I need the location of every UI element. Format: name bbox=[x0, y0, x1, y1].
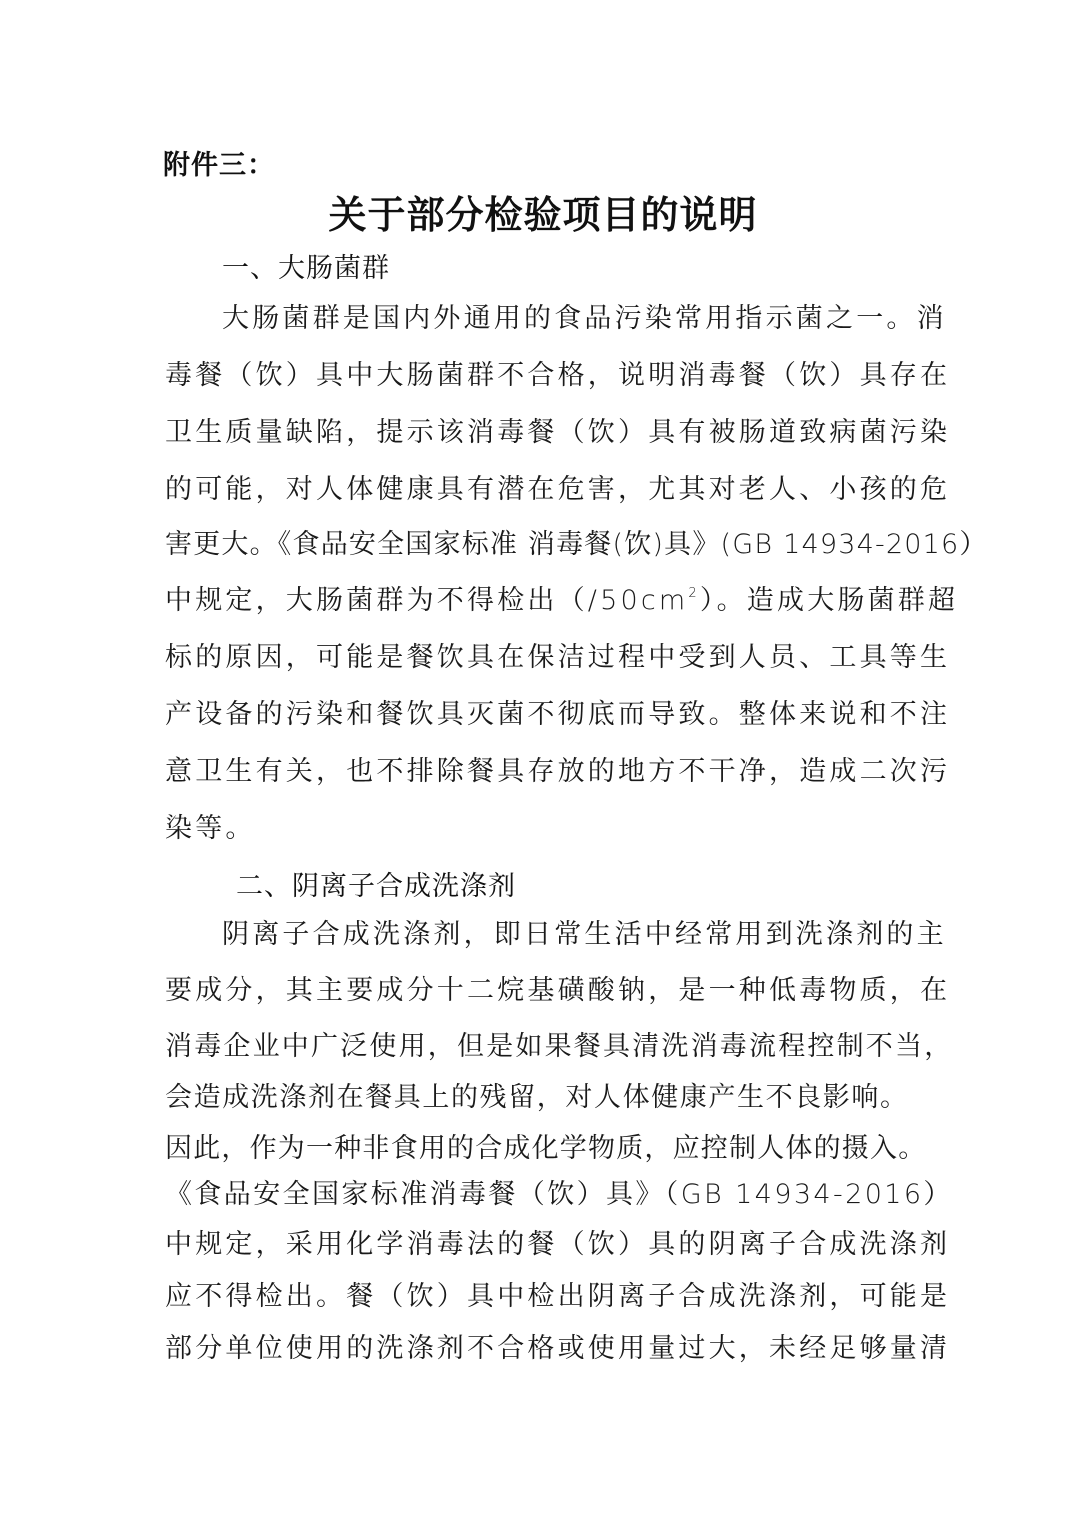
paragraph-line: 产设备的污染和餐饮具灭菌不彻底而导致。整体来说和不注 bbox=[165, 699, 951, 730]
paragraph-line: 标的原因，可能是餐饮具在保洁过程中受到人员、工具等生 bbox=[165, 642, 951, 673]
paragraph-line: 《食品安全国家标准消毒餐（饮）具》（GB 14934-2016） bbox=[165, 1179, 953, 1210]
paragraph-line: 毒餐（饮）具中大肠菌群不合格，说明消毒餐（饮）具存在 bbox=[165, 360, 951, 391]
paragraph-line: 中规定，采用化学消毒法的餐（饮）具的阴离子合成洗涤剂 bbox=[165, 1229, 951, 1260]
superscript: 2 bbox=[688, 586, 700, 601]
paragraph-line: 会造成洗涤剂在餐具上的残留，对人体健康产生不良影响。 bbox=[165, 1082, 909, 1113]
paragraph-line: 要成分，其主要成分十二烷基磺酸钠，是一种低毒物质，在 bbox=[165, 975, 951, 1006]
paragraph-line: 阴离子合成洗涤剂，即日常生活中经常用到洗涤剂的主 bbox=[222, 919, 947, 950]
attachment-label: 附件三： bbox=[163, 150, 275, 181]
line-text: 中规定，大肠菌群为不得检出（/50cm bbox=[165, 585, 689, 616]
paragraph-line: 消毒企业中广泛使用，但是如果餐具清洗消毒流程控制不当， bbox=[165, 1031, 954, 1062]
paragraph-line: 应不得检出。餐（饮）具中检出阴离子合成洗涤剂，可能是 bbox=[165, 1281, 951, 1312]
paragraph-line: 因此，作为一种非食用的合成化学物质，应控制人体的摄入。 bbox=[165, 1133, 927, 1164]
document-title: 关于部分检验项目的说明 bbox=[328, 192, 758, 237]
paragraph-line: 卫生质量缺陷，提示该消毒餐（饮）具有被肠道致病菌污染 bbox=[165, 417, 951, 448]
paragraph-line: 意卫生有关，也不排除餐具存放的地方不干净，造成二次污 bbox=[165, 756, 951, 787]
line-text-tail: ）。造成大肠菌群超 bbox=[699, 585, 959, 616]
section-heading-anionic-detergent: 二、阴离子合成洗涤剂 bbox=[236, 871, 516, 902]
paragraph-line: 的可能，对人体健康具有潜在危害，尤其对老人、小孩的危 bbox=[165, 474, 951, 505]
paragraph-line: 部分单位使用的洗涤剂不合格或使用量过大，未经足够量清 bbox=[165, 1333, 951, 1364]
paragraph-line bbox=[165, 578, 959, 617]
paragraph-line: 染等。 bbox=[165, 813, 256, 844]
paragraph-line: 害更大。《食品安全国家标准 消毒餐(饮)具》(GB 14934-2016） bbox=[165, 529, 988, 560]
section-heading-coliform: 一、大肠菌群 bbox=[222, 253, 390, 284]
paragraph-line: 大肠菌群是国内外通用的食品污染常用指示菌之一。消 bbox=[222, 303, 947, 334]
